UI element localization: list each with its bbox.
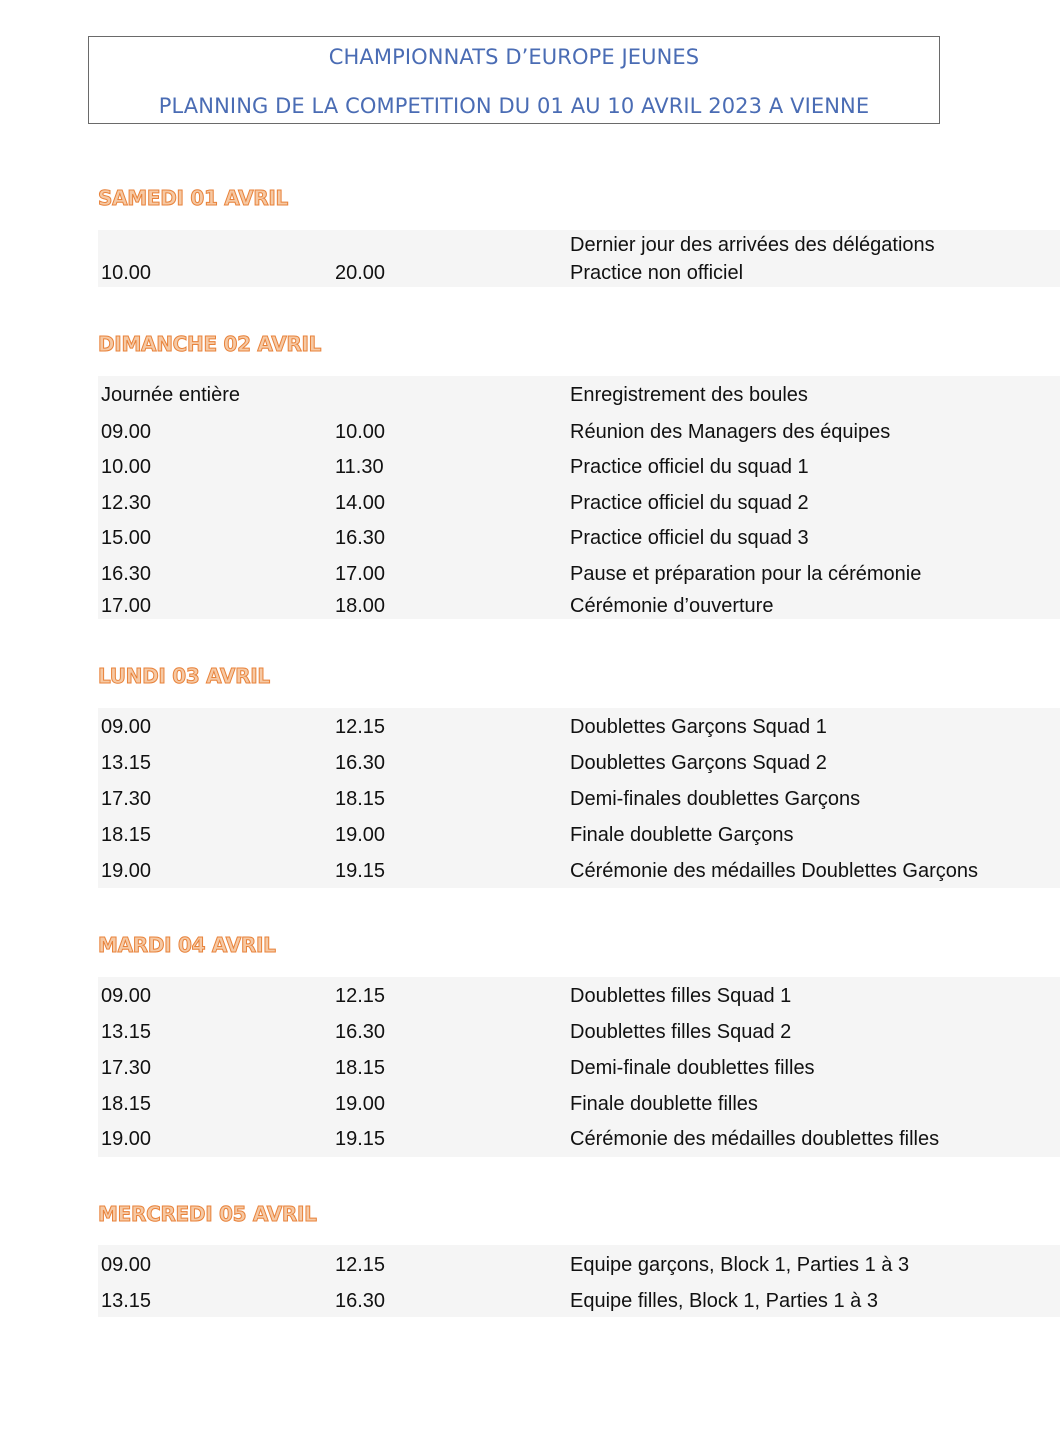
end-time: 18.00 [335, 595, 386, 617]
day-schedule-lundi [98, 708, 1060, 888]
activity: Finale doublette Garçons [570, 824, 794, 846]
document-subtitle: PLANNING DE LA COMPETITION DU 01 AU 10 AVRIL 2023 A VIENNE [158, 94, 870, 118]
activity: Enregistrement des boules [570, 384, 808, 406]
start-time: 19.00 [101, 1128, 152, 1150]
activity: Equipe filles, Block 1, Parties 1 à 3 [570, 1290, 878, 1312]
schedule-row [98, 1091, 1060, 1117]
start-time: 09.00 [101, 1254, 152, 1276]
activity: Doublettes filles Squad 2 [570, 1021, 792, 1043]
activity: Practice officiel du squad 2 [570, 492, 809, 514]
schedule-row [98, 490, 1060, 516]
schedule-row [98, 525, 1060, 551]
activity: Practice officiel du squad 1 [570, 456, 809, 478]
start-time: 17.30 [101, 1057, 152, 1079]
schedule-row [98, 382, 1060, 408]
end-time: 10.00 [335, 421, 386, 443]
activity: Cérémonie des médailles doublettes filles [570, 1128, 940, 1150]
end-time: 11.30 [335, 456, 384, 478]
activity: Réunion des Managers des équipes [570, 421, 891, 443]
end-time: 16.30 [335, 527, 386, 549]
end-time: 12.15 [335, 716, 386, 738]
activity: Demi-finale doublettes filles [570, 1057, 815, 1079]
start-time: 13.15 [101, 752, 152, 774]
end-time: 19.00 [335, 824, 386, 846]
start-time: 15.00 [101, 527, 152, 549]
schedule-row [98, 858, 1060, 884]
schedule-row [98, 419, 1060, 445]
day-title-dimanche: DIMANCHE 02 AVRIL [98, 332, 322, 356]
schedule-row [98, 983, 1060, 1009]
activity: Dernier jour des arrivées des délégations [570, 234, 935, 256]
end-time: 19.15 [335, 860, 386, 882]
start-time: 17.30 [101, 788, 152, 810]
schedule-row [98, 786, 1060, 812]
start-time: 09.00 [101, 716, 152, 738]
activity: Practice officiel du squad 3 [570, 527, 809, 549]
activity: Cérémonie des médailles Doublettes Garçons [570, 860, 978, 882]
end-time: 19.00 [335, 1093, 386, 1115]
end-time: 16.30 [335, 1290, 386, 1312]
document-header [88, 36, 940, 124]
activity: Doublettes filles Squad 1 [570, 985, 792, 1007]
end-time: 16.30 [335, 1021, 386, 1043]
schedule-row [98, 454, 1060, 480]
schedule-row [98, 561, 1060, 587]
start-time: 10.00 [101, 262, 152, 284]
day-schedule-samedi [98, 230, 1060, 287]
start-time: 09.00 [101, 985, 152, 1007]
activity: Pause et préparation pour la cérémonie [570, 563, 922, 585]
activity: Doublettes Garçons Squad 1 [570, 716, 827, 738]
start-time: 13.15 [101, 1021, 152, 1043]
schedule-row [98, 1019, 1060, 1045]
schedule-row [98, 714, 1060, 740]
schedule-row [98, 260, 1060, 286]
day-title-samedi: SAMEDI 01 AVRIL [98, 186, 288, 210]
start-time: 09.00 [101, 421, 152, 443]
end-time: 12.15 [335, 1254, 386, 1276]
start-time: 10.00 [101, 456, 152, 478]
start-time: 13.15 [101, 1290, 152, 1312]
day-title-mercredi: MERCREDI 05 AVRIL [98, 1202, 317, 1226]
start-time: 12.30 [101, 492, 152, 514]
start-time: Journée entière [101, 384, 240, 406]
schedule-row [98, 1252, 1060, 1278]
start-time: 19.00 [101, 860, 152, 882]
day-title-lundi: LUNDI 03 AVRIL [98, 664, 270, 688]
schedule-row [98, 593, 1060, 619]
day-schedule-mercredi [98, 1245, 1060, 1317]
day-schedule-dimanche [98, 376, 1060, 619]
schedule-row [98, 1055, 1060, 1081]
end-time: 19.15 [335, 1128, 386, 1150]
schedule-row [98, 1126, 1060, 1152]
end-time: 18.15 [335, 1057, 386, 1079]
activity: Finale doublette filles [570, 1093, 758, 1115]
start-time: 18.15 [101, 1093, 152, 1115]
schedule-row [98, 822, 1060, 848]
end-time: 17.00 [335, 563, 386, 585]
end-time: 20.00 [335, 262, 386, 284]
activity: Demi-finales doublettes Garçons [570, 788, 861, 810]
end-time: 12.15 [335, 985, 386, 1007]
document-title: CHAMPIONNATS D’EUROPE JEUNES [328, 45, 700, 69]
start-time: 17.00 [101, 595, 152, 617]
schedule-row [98, 1288, 1060, 1314]
schedule-row [98, 750, 1060, 776]
activity: Doublettes Garçons Squad 2 [570, 752, 827, 774]
end-time: 18.15 [335, 788, 386, 810]
activity: Practice non officiel [570, 262, 744, 284]
end-time: 16.30 [335, 752, 386, 774]
day-schedule-mardi [98, 977, 1060, 1157]
start-time: 16.30 [101, 563, 152, 585]
activity: Cérémonie d’ouverture [570, 595, 774, 617]
day-title-mardi: MARDI 04 AVRIL [98, 933, 276, 957]
end-time: 14.00 [335, 492, 386, 514]
activity: Equipe garçons, Block 1, Parties 1 à 3 [570, 1254, 910, 1276]
schedule-row [98, 232, 1060, 258]
start-time: 18.15 [101, 824, 152, 846]
